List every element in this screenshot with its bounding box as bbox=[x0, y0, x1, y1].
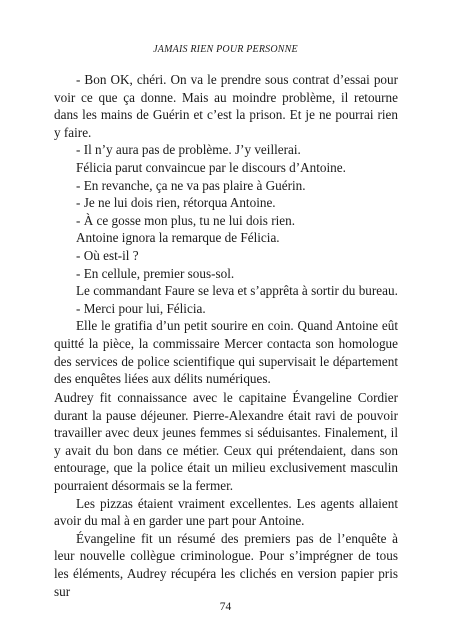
paragraph: Les pizzas étaient vraiment excellentes. Les agents allaient avoir du mal à en garder une part pour Antoine. bbox=[54, 495, 398, 529]
paragraph: - En cellule, premier sous-sol. bbox=[76, 265, 235, 281]
paragraph: Le commandant Faure se leva et s’apprêta à sortir du bureau. bbox=[76, 283, 398, 299]
paragraph: Antoine ignora la remarque de Félicia. bbox=[76, 230, 280, 246]
paragraph: - En revanche, ça ne va pas plaire à Guérin. bbox=[76, 177, 306, 193]
paragraph: - À ce gosse mon plus, tu ne lui dois rien. bbox=[76, 212, 296, 228]
page-number: 74 bbox=[219, 601, 232, 613]
paragraph: - Où est-il ? bbox=[76, 247, 139, 263]
paragraph: - Merci pour lui, Félicia. bbox=[76, 300, 206, 316]
paragraph: - Je ne lui dois rien, rétorqua Antoine. bbox=[76, 195, 276, 211]
running-head: JAMAIS RIEN POUR PERSONNE bbox=[153, 44, 298, 55]
paragraph: Elle le gratifia d’un petit sourire en coin. Quand Antoine eût quitté la pièce, la commissaire Mercer contacta son homologue des services de police scientifique qui supervisait le département des enquêtes liées aux délits numériques. bbox=[54, 318, 398, 387]
paragraph: - Il n’y aura pas de problème. J’y veillerai. bbox=[76, 142, 301, 158]
text-block-scene-break bbox=[54, 389, 398, 600]
paragraph: - Bon OK, chéri. On va le prendre sous contrat d’essai pour voir ce que ça donne. Mais au moindre problème, il retourne dans les mains de Guérin et c’est la prison. Et je ne pourrai rien y faire. bbox=[54, 72, 398, 140]
paragraph: Audrey fit connaissance avec le capitaine Évangeline Cordier durant la pause déjeuner. Pierre-Alexandre était ravi de pouvoir travailler avec deux jeunes femmes si séduisantes. Finalement, il y avait du bon dans ce métier. Ceux qui prétendaient, dans son entourage, que la police était un milieu exclusivement masculin pourraient désormais se la fermer. bbox=[54, 390, 398, 493]
text-block-dialogue bbox=[54, 71, 398, 388]
paragraph: Évangeline fit un résumé des premiers pas de l’enquête à leur nouvelle collègue criminologue. Pour s’imprégner de tous les éléments, Audrey récupéra les clichés en version papier pris sur bbox=[54, 530, 398, 599]
paragraph: Félicia parut convaincue par le discours d’Antoine. bbox=[76, 159, 346, 175]
